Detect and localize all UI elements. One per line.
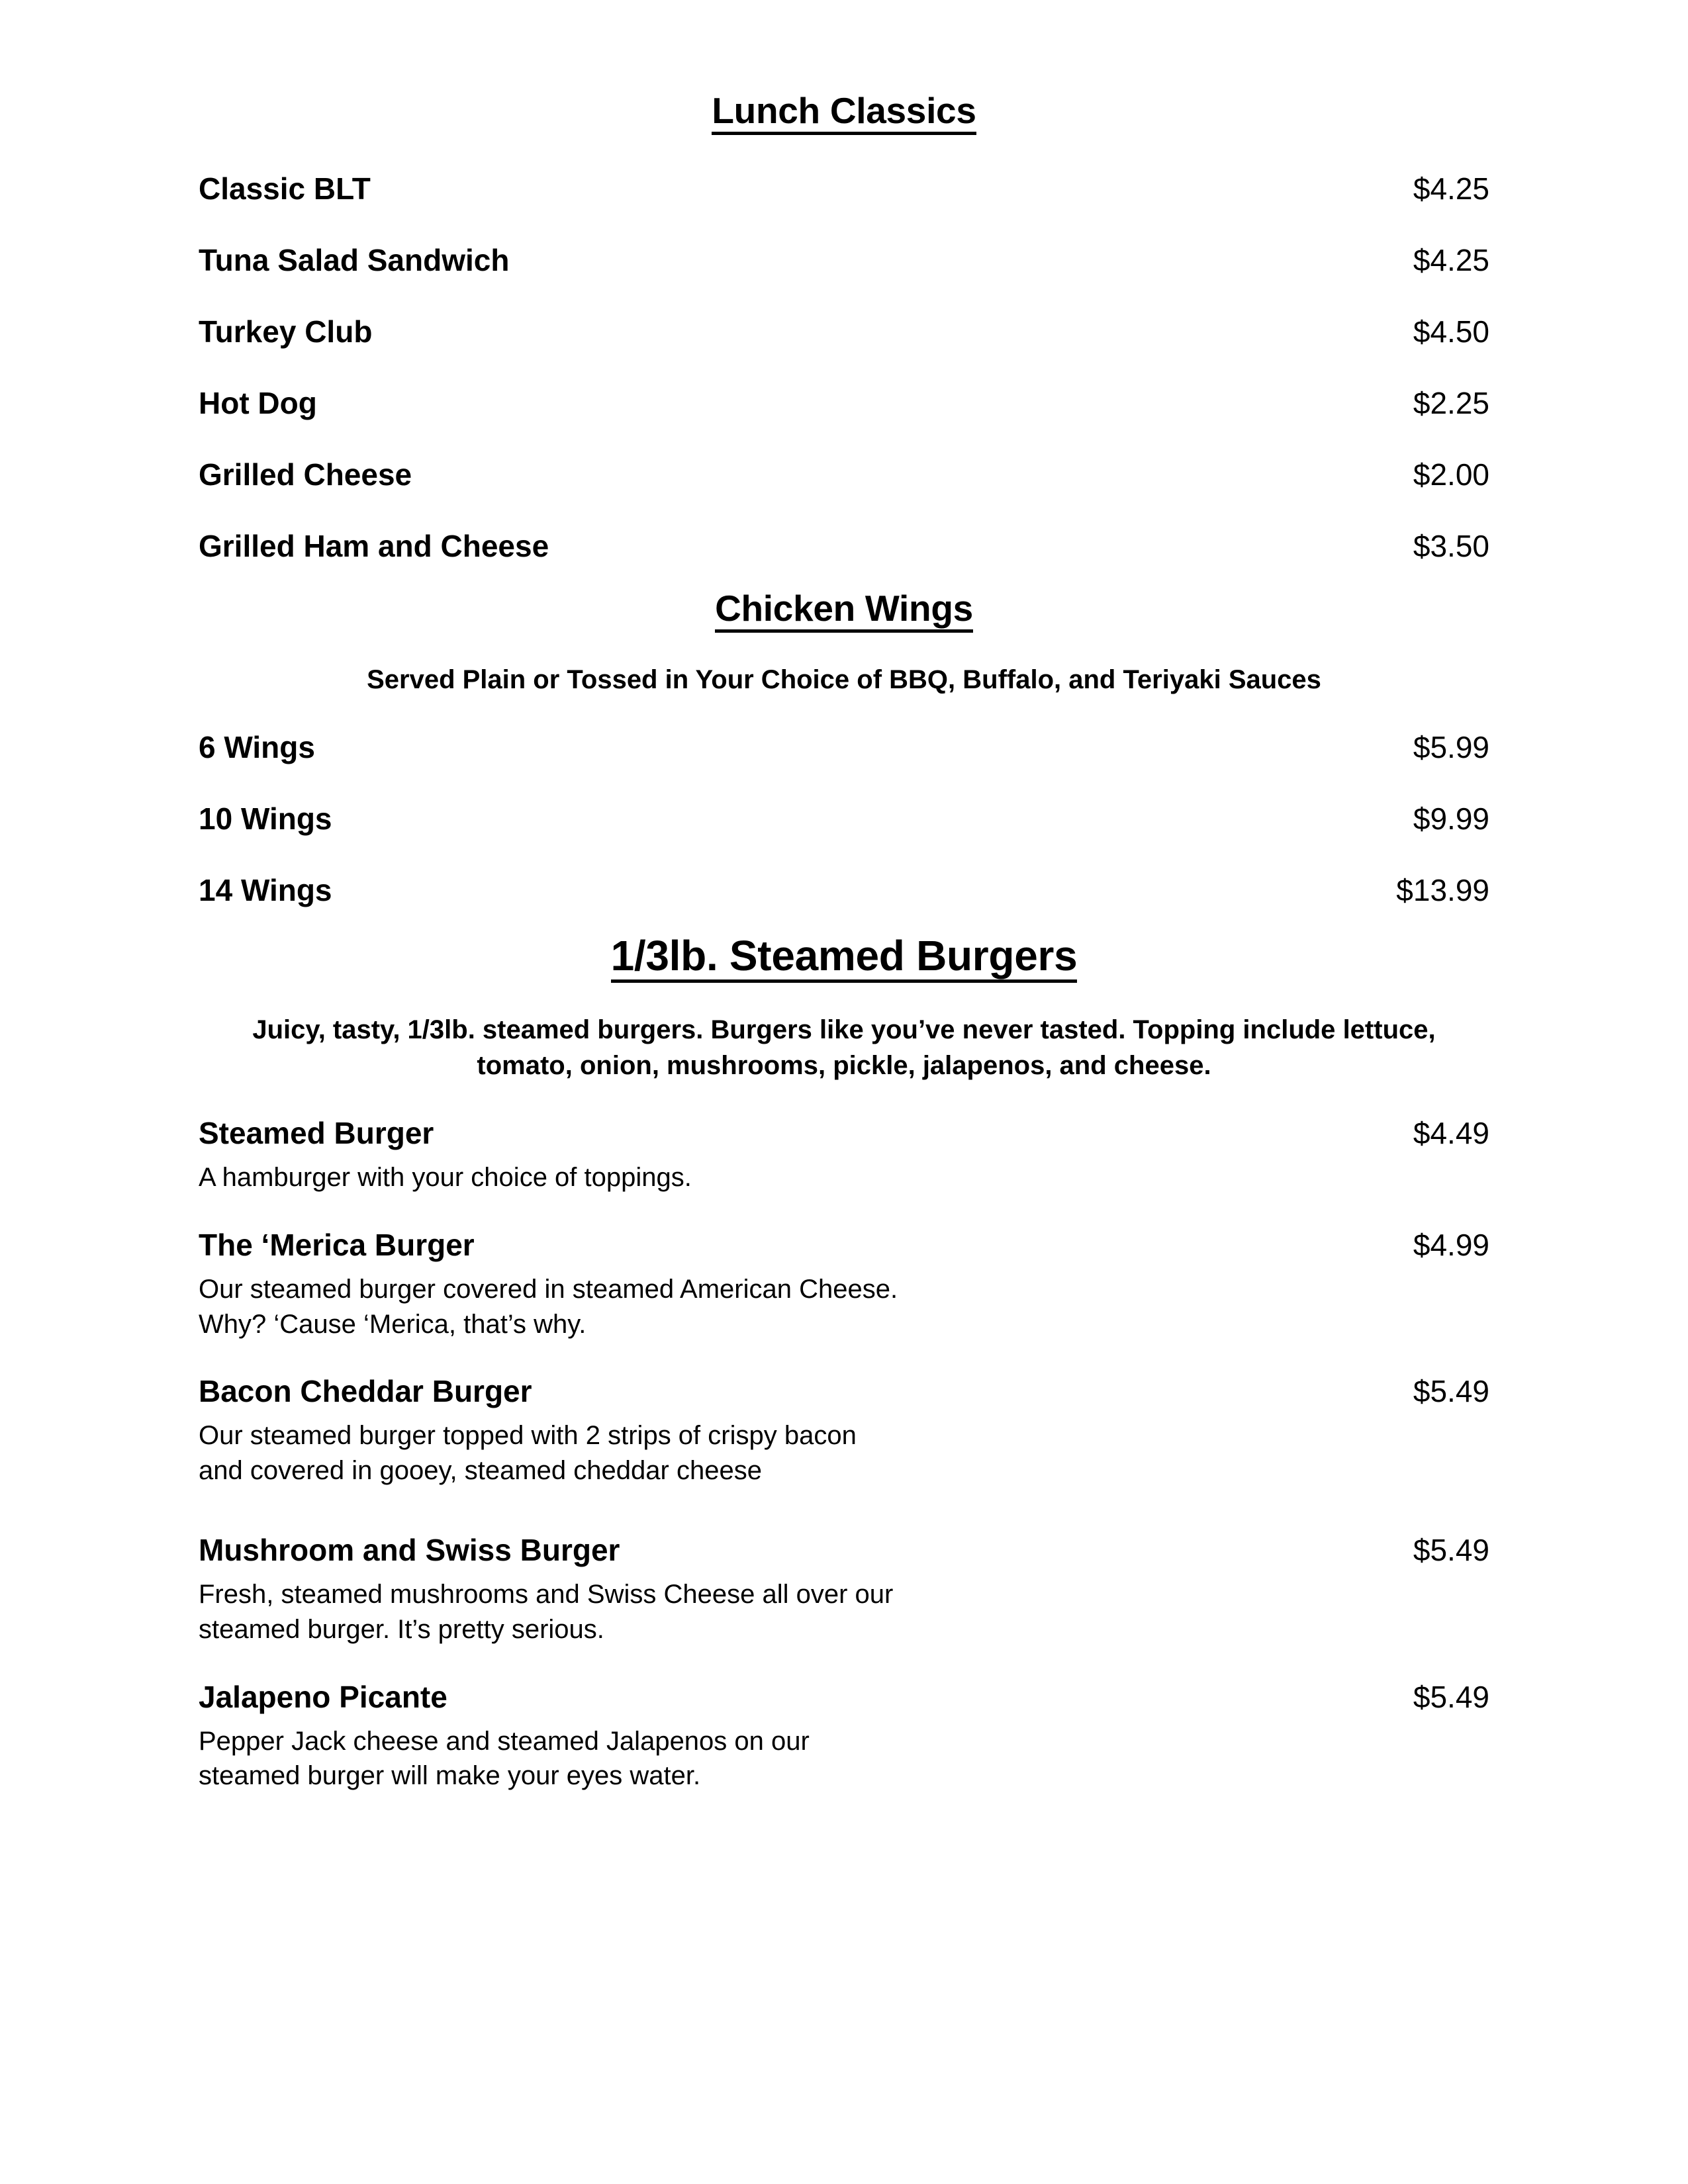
item-description xyxy=(199,1577,1489,1647)
spacer xyxy=(199,698,1489,732)
item-price: $4.50 xyxy=(1413,314,1489,349)
item-description-line: Our steamed burger topped with 2 strips of crispy bacon xyxy=(199,1421,857,1451)
menu-row-classic-blt xyxy=(199,173,1489,204)
item-description-line: Why? ‘Cause ‘Merica, that’s why. xyxy=(199,1309,586,1339)
section-heading-steamed-burgers-text: 1/3lb. Steamed Burgers xyxy=(611,934,1078,983)
spacer xyxy=(199,135,1489,173)
item-name: 10 Wings xyxy=(199,801,332,836)
item-price: $4.49 xyxy=(1413,1116,1489,1150)
item-name: Turkey Club xyxy=(199,314,373,349)
steamed-burgers-description-line-1: Juicy, tasty, 1/3lb. steamed burgers. Burgers like you’ve never tasted. Topping include xyxy=(252,1015,1336,1044)
item-price: $5.49 xyxy=(1413,1532,1489,1567)
item-name: Bacon Cheddar Burger xyxy=(199,1374,532,1409)
spacer xyxy=(199,561,1489,590)
section-heading-lunch-classics xyxy=(199,90,1489,135)
item-name: Classic BLT xyxy=(199,171,371,206)
menu-item-mushroom-and-swiss-burger xyxy=(199,1532,1489,1647)
menu-row-turkey-club xyxy=(199,316,1489,347)
item-name: 14 Wings xyxy=(199,873,332,907)
item-description xyxy=(199,1724,1489,1794)
item-description xyxy=(199,1160,1489,1195)
item-name: Grilled Cheese xyxy=(199,457,412,492)
spacer xyxy=(199,1488,1489,1535)
spacer xyxy=(199,834,1489,875)
menu-row-14-wings xyxy=(199,875,1489,905)
steamed-burgers-description xyxy=(199,1012,1489,1083)
item-header xyxy=(199,1679,1489,1714)
spacer xyxy=(199,762,1489,803)
item-header xyxy=(199,1532,1489,1567)
item-name: Jalapeno Picante xyxy=(199,1679,447,1714)
item-name: Steamed Burger xyxy=(199,1116,434,1150)
menu-row-grilled-cheese xyxy=(199,459,1489,490)
item-price: $4.25 xyxy=(1413,243,1489,277)
menu-item-bacon-cheddar-burger xyxy=(199,1376,1489,1488)
item-name: Grilled Ham and Cheese xyxy=(199,529,549,563)
item-name: 6 Wings xyxy=(199,730,315,764)
menu-row-tuna-salad-sandwich xyxy=(199,245,1489,275)
item-description-line: Fresh, steamed mushrooms and Swiss Cheese all over our xyxy=(199,1579,894,1609)
spacer xyxy=(199,1406,1489,1418)
item-description-line: steamed burger will make your eyes water. xyxy=(199,1761,701,1791)
item-name: Tuna Salad Sandwich xyxy=(199,243,510,277)
spacer xyxy=(199,1195,1489,1230)
spacer xyxy=(199,490,1489,531)
menu-item-steamed-burger xyxy=(199,1118,1489,1195)
item-name: The ‘Merica Burger xyxy=(199,1227,475,1262)
spacer xyxy=(199,905,1489,934)
item-price: $2.00 xyxy=(1413,457,1489,492)
menu-row-6-wings xyxy=(199,732,1489,762)
item-price: $4.25 xyxy=(1413,171,1489,206)
item-price: $9.99 xyxy=(1413,801,1489,836)
item-description-line: A hamburger with your choice of toppings. xyxy=(199,1163,692,1192)
section-heading-lunch-classics-text: Lunch Classics xyxy=(712,93,976,135)
top-spacer xyxy=(199,0,1489,93)
spacer xyxy=(199,418,1489,459)
section-heading-chicken-wings-text: Chicken Wings xyxy=(715,590,973,633)
menu-item-jalapeno-picante xyxy=(199,1679,1489,1794)
item-name: Mushroom and Swiss Burger xyxy=(199,1532,620,1567)
item-description-line: and covered in gooey, steamed cheddar cheese xyxy=(199,1456,762,1486)
item-price: $13.99 xyxy=(1396,873,1489,907)
item-description-line: Our steamed burger covered in steamed American Cheese. xyxy=(199,1274,898,1304)
item-description-line: Pepper Jack cheese and steamed Jalapenos on our xyxy=(199,1726,810,1756)
spacer xyxy=(199,1647,1489,1682)
menu-row-grilled-ham-and-cheese xyxy=(199,531,1489,561)
chicken-wings-subtitle: Served Plain or Tossed in Your Choice of BBQ, Buffalo, and Teriyaki Sauces xyxy=(367,665,1321,694)
item-price: $5.49 xyxy=(1413,1374,1489,1409)
spacer xyxy=(199,347,1489,388)
item-header xyxy=(199,1227,1489,1262)
steamed-burgers-description-line-2: lettuce, tomato, onion, mushrooms, pickle, jalapenos, and cheese. xyxy=(477,1015,1436,1080)
item-description-line: steamed burger. It’s pretty serious. xyxy=(199,1614,604,1644)
item-header xyxy=(199,1374,1489,1409)
menu-item-merica-burger xyxy=(199,1227,1489,1342)
menu-row-hot-dog xyxy=(199,388,1489,418)
item-description xyxy=(199,1418,1489,1488)
section-heading-chicken-wings xyxy=(199,590,1489,633)
item-description xyxy=(199,1272,1489,1342)
section-heading-steamed-burgers xyxy=(199,934,1489,983)
item-price: $4.99 xyxy=(1413,1227,1489,1262)
spacer xyxy=(199,204,1489,245)
spacer xyxy=(199,1083,1489,1118)
item-price: $5.99 xyxy=(1413,730,1489,764)
menu-row-10-wings xyxy=(199,803,1489,834)
item-price: $3.50 xyxy=(1413,529,1489,563)
item-name: Hot Dog xyxy=(199,386,317,420)
item-price: $5.49 xyxy=(1413,1679,1489,1714)
item-price: $2.25 xyxy=(1413,386,1489,420)
spacer xyxy=(199,1342,1489,1376)
spacer xyxy=(199,983,1489,1012)
item-header xyxy=(199,1118,1489,1148)
spacer xyxy=(199,633,1489,662)
spacer xyxy=(199,275,1489,316)
